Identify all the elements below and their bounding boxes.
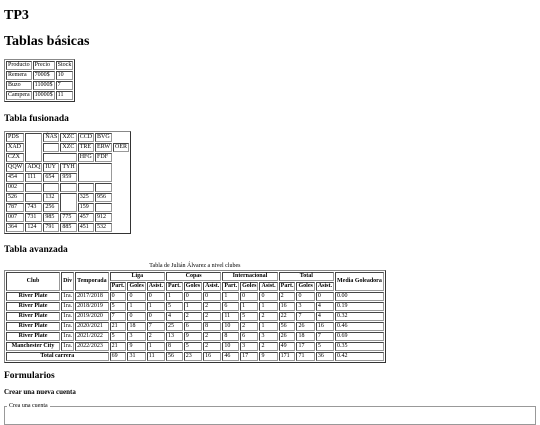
club-cell: River Plate <box>6 322 60 331</box>
table-cell: Remera <box>6 71 32 80</box>
table-cell: OER <box>115 144 128 150</box>
stat-cell: 5 <box>166 302 183 311</box>
stat-cell: 0 <box>203 292 221 301</box>
stat-cell: 10 <box>222 342 239 351</box>
stat-cell: 7 <box>110 312 127 321</box>
forms-heading: Formularios <box>4 371 55 381</box>
table-cell: 912 <box>95 213 112 222</box>
stat-cell: 1 <box>166 292 183 301</box>
table-row <box>6 71 73 80</box>
stat-cell: 1 <box>259 322 277 331</box>
table-header-cell: Producto <box>8 62 30 68</box>
table-cell: Campera <box>6 91 32 100</box>
stat-cell: 2 <box>203 312 221 321</box>
table-cell <box>78 163 112 182</box>
table-cell: 159 <box>78 203 94 212</box>
stat-cell: 10 <box>222 322 239 331</box>
stat-cell: 8 <box>203 322 221 331</box>
stat-cell: 1 <box>240 302 258 311</box>
stat-cell: 0 <box>147 312 165 321</box>
basic-products-table <box>4 59 75 102</box>
section-basic-tables-heading: Tablas básicas <box>4 34 90 49</box>
stat-cell: 0 <box>296 292 314 301</box>
table-cell: ÑAS <box>45 134 58 140</box>
stat-cell: 6 <box>184 322 202 331</box>
advanced-table-heading: Tabla avanzada <box>4 245 68 255</box>
club-cell: River Plate <box>6 292 60 301</box>
stat-cell: 0 <box>259 292 277 301</box>
table-cell: 457 <box>78 213 94 222</box>
table-row <box>6 163 129 172</box>
col-subheader-part: Part. <box>280 283 294 289</box>
table-total-row <box>6 352 384 361</box>
stat-cell: 2 <box>259 312 277 321</box>
table-cell: CZX <box>6 153 24 162</box>
total-stat-cell: 71 <box>296 352 314 361</box>
stat-cell: 2 <box>203 332 221 341</box>
table-cell <box>25 183 42 192</box>
table-cell: 885 <box>60 223 76 232</box>
table-cell: ERW <box>97 144 111 150</box>
stat-cell: 2 <box>184 312 202 321</box>
stat-cell: 0 <box>240 292 258 301</box>
club-cell: Manchester City <box>6 342 60 351</box>
table-cell: XZC <box>60 133 76 142</box>
table-cell: TRE <box>78 143 94 152</box>
total-stat-cell: 69 <box>110 352 127 361</box>
season-cell: 2022/2023 <box>75 342 108 351</box>
table-cell <box>43 153 76 162</box>
season-cell: 2019/2020 <box>75 312 108 321</box>
stat-cell: 9 <box>127 342 145 351</box>
table-row <box>6 213 129 222</box>
table-cell: QQW <box>8 164 23 170</box>
total-stat-cell: 17 <box>240 352 258 361</box>
total-stat-cell: 23 <box>184 352 202 361</box>
stat-cell: 0 <box>147 292 165 301</box>
avg-cell: 0.19 <box>335 302 384 311</box>
table-cell: 111 <box>25 173 42 182</box>
col-header-club: Club <box>6 272 60 291</box>
table-cell <box>25 133 42 162</box>
table-cell: 132 <box>43 193 59 202</box>
stat-cell: 5 <box>110 332 127 341</box>
col-header-internacional: Internacional <box>222 272 277 281</box>
merged-table-heading: Tabla fusionada <box>4 114 69 124</box>
stat-cell: 4 <box>166 312 183 321</box>
stat-cell: 26 <box>279 332 296 341</box>
table-cell: 007 <box>6 213 24 222</box>
stat-cell: 5 <box>110 302 127 311</box>
stat-cell: 5 <box>240 312 258 321</box>
col-header-copas: Copas <box>166 272 221 281</box>
table-cell <box>95 203 112 212</box>
total-stat-cell: 36 <box>316 352 334 361</box>
col-header-season: Temporada <box>75 272 108 291</box>
season-cell: 2021/2022 <box>75 332 108 341</box>
stat-cell: 5 <box>184 342 202 351</box>
col-header-avg: Media Goleadora <box>335 272 384 291</box>
table-row <box>6 342 384 351</box>
stat-cell: 17 <box>296 342 314 351</box>
stat-cell: 11 <box>222 312 239 321</box>
stat-cell: 2 <box>147 332 165 341</box>
table-row <box>6 312 384 321</box>
table-row <box>6 223 129 232</box>
stat-cell: 2 <box>240 322 258 331</box>
total-stat-cell: 11 <box>147 352 165 361</box>
table-row <box>6 81 73 90</box>
table-header-cell: Stock <box>57 62 72 68</box>
col-subheader-goles: Goles <box>185 283 201 289</box>
col-subheader-goles: Goles <box>298 283 313 289</box>
table-row <box>6 332 384 341</box>
table-cell: 451 <box>78 223 94 232</box>
table-cell: ADQ <box>27 164 41 170</box>
stat-cell: 56 <box>279 322 296 331</box>
table-cell: 743 <box>25 203 42 212</box>
avg-cell: 0.35 <box>335 342 384 351</box>
avg-cell: 0.32 <box>335 312 384 321</box>
col-subheader-asist: Asist. <box>205 283 220 289</box>
table-row <box>6 322 384 331</box>
stat-cell: 0 <box>184 292 202 301</box>
div-cell: 1ra. <box>63 293 73 299</box>
season-cell: 2018/2019 <box>75 302 108 311</box>
total-label: Total carrera <box>6 352 109 361</box>
stat-cell: 7 <box>147 322 165 331</box>
stat-cell: 26 <box>296 322 314 331</box>
table-row <box>6 133 129 142</box>
total-stat-cell: 56 <box>166 352 183 361</box>
table-cell: 956 <box>95 193 112 202</box>
stat-cell: 6 <box>240 332 258 341</box>
table-cell <box>25 193 42 202</box>
table-header-row <box>6 272 384 281</box>
table-cell: PDS <box>6 133 24 142</box>
col-header-total: Total <box>279 272 334 281</box>
stat-cell: 4 <box>316 302 334 311</box>
total-avg-cell: 0.42 <box>335 352 384 361</box>
table-row <box>6 91 73 100</box>
col-subheader-part: Part. <box>224 283 238 289</box>
stat-cell: 16 <box>279 302 296 311</box>
table-cell: IUY <box>43 163 59 172</box>
stat-cell: 49 <box>279 342 296 351</box>
avg-cell: 0.46 <box>335 322 384 331</box>
table-cell: 985 <box>43 213 59 222</box>
table-cell: 526 <box>6 193 24 202</box>
total-stat-cell: 46 <box>222 352 239 361</box>
table-header-row <box>6 61 73 70</box>
table-cell: 10000$ <box>34 92 53 98</box>
stat-cell: 18 <box>296 332 314 341</box>
club-cell: River Plate <box>6 302 60 311</box>
table-cell: 10 <box>56 71 74 80</box>
table-cell: 654 <box>43 173 59 182</box>
col-subheader-part: Part. <box>167 283 181 289</box>
table-cell: 7000$ <box>33 71 55 80</box>
form-heading: Crear una nueva cuenta <box>4 388 76 396</box>
table-row <box>6 183 129 192</box>
table-cell <box>43 143 59 152</box>
stat-cell: 2 <box>203 342 221 351</box>
stat-cell: 3 <box>127 332 145 341</box>
stat-cell: 3 <box>240 342 258 351</box>
col-subheader-goles: Goles <box>242 283 257 289</box>
table-cell: 256 <box>43 203 59 212</box>
stat-cell: 0 <box>110 292 127 301</box>
stat-cell: 4 <box>316 312 334 321</box>
table-cell <box>60 183 76 192</box>
table-cell: 11 <box>56 91 74 100</box>
table-row <box>6 193 129 202</box>
col-header-div: Div <box>61 272 74 291</box>
table-cell: BVG <box>95 133 112 142</box>
stat-cell: 2 <box>203 302 221 311</box>
table-cell <box>78 183 94 192</box>
total-stat-cell: 9 <box>259 352 277 361</box>
table-cell <box>43 183 59 192</box>
advanced-stats-table <box>4 262 386 363</box>
table-cell: 731 <box>25 213 42 222</box>
table-header-cell: Precio <box>33 61 55 70</box>
table-cell <box>60 193 76 212</box>
stat-cell: 3 <box>259 332 277 341</box>
stat-cell: 0 <box>127 292 145 301</box>
table-cell: 532 <box>95 223 112 232</box>
table-cell: 002 <box>6 183 24 192</box>
table-cell: HFG <box>78 153 94 162</box>
stat-cell: 2 <box>259 342 277 351</box>
table-cell: 11000$ <box>33 81 55 90</box>
table-cell: 959 <box>60 173 76 182</box>
table-cell: XZC <box>60 143 76 152</box>
div-cell: 1ra. <box>63 323 73 329</box>
page-title: TP3 <box>4 8 29 23</box>
col-subheader-asist: Asist. <box>261 283 276 289</box>
stat-cell: 3 <box>296 302 314 311</box>
table-caption: Tabla de Julián Álvarez a nivel clubes <box>149 263 241 269</box>
col-subheader-goles: Goles <box>129 283 144 289</box>
season-cell: 2020/2021 <box>75 322 108 331</box>
table-cell: 454 <box>6 173 24 182</box>
stat-cell: 8 <box>166 342 183 351</box>
stat-cell: 6 <box>222 302 239 311</box>
stat-cell: 25 <box>166 322 183 331</box>
stat-cell: 18 <box>127 322 145 331</box>
stat-cell: 0 <box>316 292 334 301</box>
table-cell: CCD <box>79 134 93 140</box>
stat-cell: 1 <box>222 292 239 301</box>
col-subheader-asist: Asist. <box>317 283 332 289</box>
stat-cell: 2 <box>279 292 296 301</box>
avg-cell: 0.69 <box>335 332 384 341</box>
div-cell: 1ra. <box>63 313 73 319</box>
avg-cell: 0.00 <box>335 292 384 301</box>
table-cell: 364 <box>6 223 24 232</box>
table-row <box>6 292 384 301</box>
stat-cell: 7 <box>296 312 314 321</box>
create-account-fieldset <box>4 403 536 425</box>
stat-cell: 22 <box>279 312 296 321</box>
season-cell: 2017/2018 <box>75 292 108 301</box>
stat-cell: 13 <box>166 332 183 341</box>
table-cell: 325 <box>78 193 94 202</box>
stat-cell: 7 <box>316 332 334 341</box>
stat-cell: 8 <box>222 332 239 341</box>
club-cell: River Plate <box>6 332 60 341</box>
stat-cell: 5 <box>316 342 334 351</box>
stat-cell: 9 <box>184 332 202 341</box>
stat-cell: 1 <box>127 302 145 311</box>
col-subheader-part: Part. <box>111 283 125 289</box>
merged-table <box>4 131 131 234</box>
table-cell: XAD <box>6 143 24 152</box>
stat-cell: 0 <box>127 312 145 321</box>
table-cell: 7 <box>56 81 74 90</box>
table-cell: 791 <box>43 223 59 232</box>
stat-cell: 21 <box>110 342 127 351</box>
table-cell: 124 <box>25 223 42 232</box>
stat-cell: 1 <box>147 342 165 351</box>
table-cell: TYH <box>62 164 75 170</box>
total-stat-cell: 31 <box>127 352 145 361</box>
stat-cell: 21 <box>110 322 127 331</box>
stat-cell: 1 <box>259 302 277 311</box>
stat-cell: 16 <box>316 322 334 331</box>
total-stat-cell: 171 <box>279 352 296 361</box>
col-header-liga: Liga <box>110 272 165 281</box>
table-row <box>6 302 384 311</box>
stat-cell: 1 <box>147 302 165 311</box>
table-cell: FDF <box>95 153 112 162</box>
stat-cell: 1 <box>184 302 202 311</box>
club-cell: River Plate <box>6 312 60 321</box>
table-cell <box>95 183 112 192</box>
col-subheader-asist: Asist. <box>148 283 163 289</box>
table-cell: 775 <box>60 213 76 222</box>
fieldset-legend: Crea una cuenta <box>9 403 48 409</box>
table-cell: 787 <box>6 203 24 212</box>
div-cell: 1ra. <box>63 303 73 309</box>
div-cell: 1ra. <box>63 333 73 339</box>
div-cell: 1ra. <box>63 343 73 349</box>
total-stat-cell: 16 <box>203 352 221 361</box>
table-cell: Buzo <box>6 81 32 90</box>
